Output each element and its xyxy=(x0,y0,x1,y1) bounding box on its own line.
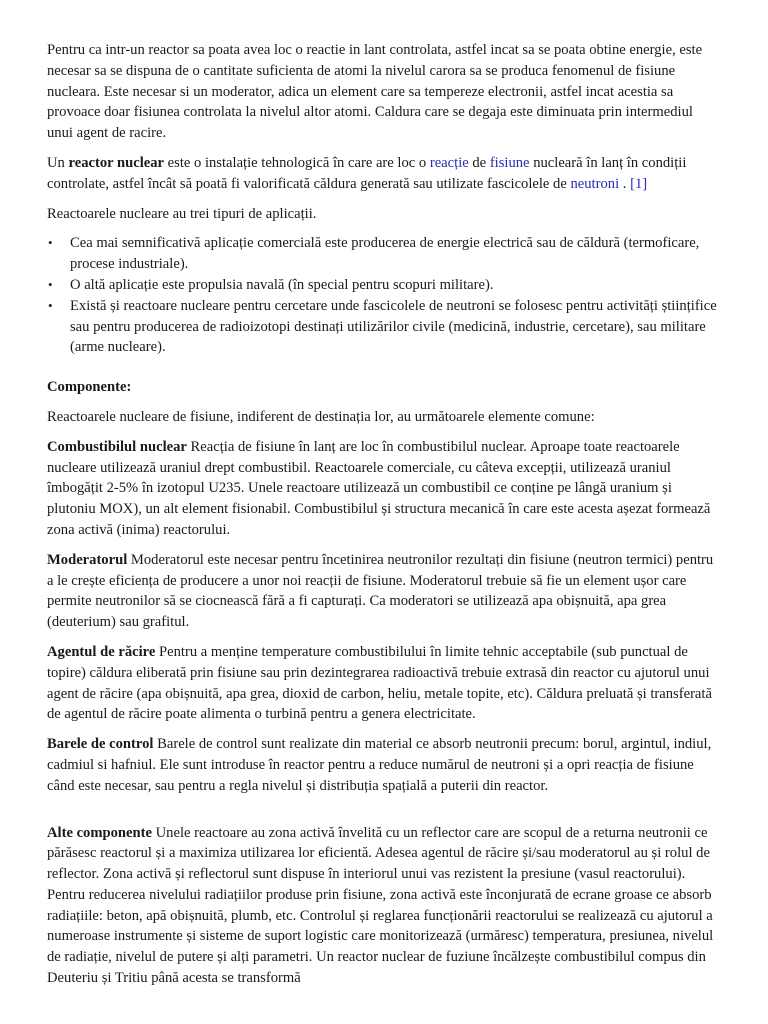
list-item: • O altă aplicație este propulsia navală (în special pentru scopuri militare). xyxy=(47,275,719,296)
component-moderator-text: Moderatorul este necesar pentru încetinirea neutronilor rezultați din fisiune (neutron termici) pentru a le crește eficiența de producere a unor noi reacții de fisiune. Moderatorul trebuie să fie un element ușor care permite neutronilor să se ciocnească fără a fi capturați. Ca moderatori se utilizează apa obișnuită, apa grea (deuterium) sau grafitul. xyxy=(47,551,714,631)
definition-part4: . xyxy=(619,175,631,192)
component-control-rods-text: Barele de control sunt realizate din material ce absorb neutronii precum: borul, argintul, indiul, cadmiul si hafniul. Ele sunt introduse în reactor pentru a reduce numărul de neutroni și a opri reacția de fisiune când este necesar, sau pentru a regla nivelul și distribuția spațială a puterii din reactor. xyxy=(47,736,712,794)
definition-term: reactor nuclear xyxy=(68,154,165,171)
component-moderator-title: Moderatorul xyxy=(47,551,128,568)
link-reactie[interactable]: reacție xyxy=(429,154,469,171)
component-fuel xyxy=(47,437,719,541)
intro-paragraph: Pentru ca intr-un reactor sa poata avea loc o reactie in lant controlata, astfel incat sa se poata obtine energie, este necesar sa se dispuna de o cantitate suficienta de atomi la nivelul carora sa se produca fenomenul de fisiune nucleara. Este necesar si un moderator, adica un element care sa tempereze electronii, astfel incat acestia sa provoace doar fisiunea controlata la nivelul altor atomi. Caldura care se degaja este diminuata prin intermediul unui agent de racire. xyxy=(47,42,703,142)
applications-intro: Reactoarele nucleare au trei tipuri de aplicații. xyxy=(47,205,317,222)
component-coolant-title: Agentul de răcire xyxy=(47,643,156,660)
component-other xyxy=(47,823,719,989)
definition-part1: este o instalație tehnologică în care are loc o xyxy=(164,154,430,171)
link-neutroni[interactable]: neutroni xyxy=(570,175,620,192)
list-item: • Cea mai semnificativă aplicație comercială este producerea de energie electrică sau de căldură (termoficare, procese industriale). xyxy=(47,233,719,275)
link-fisiune[interactable]: fisiune xyxy=(489,154,530,171)
components-heading-text: Componente: xyxy=(47,379,132,396)
component-fuel-text: Reacția de fisiune în lanț are loc în combustibilul nuclear. Aproape toate reactoarele nucleare utilizează uraniul drept combustibil. Reactoarele comerciale, cu câteva excepții, utilizează uraniul îmbogățit 2-5% în izotopul U235. Unele reactoare utilizează un combustibil ce conține pe lângă uranium și plutoniu MOX), un alt element fisionabil. Combustibilul și structura mecanică în care este acesta așezat formează zona activă (inima) reactorului. xyxy=(47,438,711,538)
spacer xyxy=(47,366,719,377)
definition-part2: de xyxy=(468,154,490,171)
component-other-text: Unele reactoare au zona activă învelită cu un reflector care are scopul de a returna neutronii ce părăsesc reactorul și a maximiza utilizarea lor eficientă. Adesea agentul de răcire și/sau moderatorul au și rolul de reflector. Zona activă și reflectorul sunt dispuse în interiorul unui vas rezistent la presiune (vasul reactorului). Pentru reducerea nivelului radiațiilor produse prin fisiune, zona activă este înconjurată de ecrane groase ce absorb radiațiile: beton, apă obișnuită, plumb, etc. Controlul și reglarea funcționării reactorului se realizează cu ajutorul a numeroase instrumente și sisteme de suport logistic care monitorizează (urmăresc) temperatura, presiunea, nivelul de radiație, nivelul de putere și alți parametri. Un reactor nuclear de fuziune încălzește combustibilul compus din Deuteriu și Tritiu până acesta se transformă xyxy=(47,824,714,987)
component-control-rods xyxy=(47,734,719,796)
component-coolant-text: Pentru a menține temperature combustibilului în limite tehnic acceptabile (sub punctual de topire) căldura eliberată prin fisiune sau prin dezintegrarea radioactivă trebuie extrasă din reactor cu ajutorul unui agent de răcire (apa obișnuită, apa grea, dioxid de carbon, heliu, metale topite, etc). Căldura preluată și transferată de agentul de răcire poate alimenta o turbină pentru a genera electricitate. xyxy=(47,643,712,723)
component-moderator xyxy=(47,550,719,633)
applications-list-wrapper xyxy=(47,233,719,358)
component-coolant xyxy=(47,642,719,725)
definition-prefix: Un xyxy=(47,154,69,171)
definition-paragraph xyxy=(47,153,719,195)
components-heading xyxy=(47,377,719,398)
applications-list xyxy=(47,233,719,358)
spacer xyxy=(47,806,719,823)
reference-link[interactable]: [1] xyxy=(630,175,648,192)
component-fuel-title: Combustibilul nuclear xyxy=(47,438,187,455)
components-intro: Reactoarele nucleare de fisiune, indiferent de destinația lor, au următoarele elemente comune: xyxy=(47,408,595,425)
component-control-rods-title: Barele de control xyxy=(47,736,154,753)
component-other-title: Alte componente xyxy=(47,824,152,841)
definition-part3: nucleară în lanț în condiții controlate, astfel încât să poată fi valorificată căldura generată sau utilizate fascicolele de xyxy=(47,154,687,192)
list-item: • Există și reactoare nucleare pentru cercetare unde fascicolele de neutroni se folosesc pentru activități științifice sau pentru producerea de radioizotopi destinați utilizărilor civile (medicină, industrie, cercetare), sau militare (arme nucleare). xyxy=(47,296,719,358)
